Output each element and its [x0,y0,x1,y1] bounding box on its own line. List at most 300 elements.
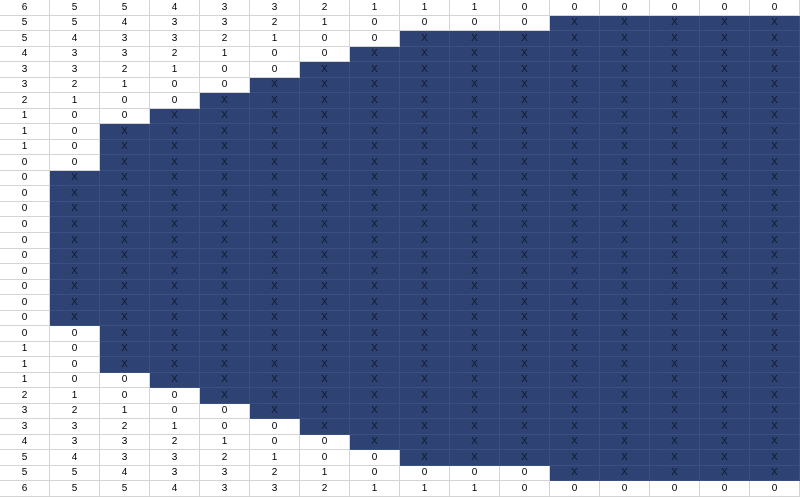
cell[interactable]: X [100,155,150,171]
cell[interactable]: X [650,78,700,93]
cell[interactable]: X [400,202,450,217]
cell[interactable]: X [200,124,250,140]
cell[interactable]: 4 [0,435,50,450]
cell[interactable]: X [500,357,550,373]
cell[interactable]: X [100,186,150,202]
cell[interactable]: X [600,155,650,171]
cell[interactable]: X [450,47,500,62]
cell[interactable]: 5 [0,16,50,31]
cell[interactable]: 3 [150,31,200,47]
cell[interactable]: X [550,202,600,217]
cell[interactable]: 2 [200,31,250,47]
cell[interactable]: 4 [0,47,50,62]
cell[interactable]: X [200,295,250,311]
cell[interactable]: X [150,295,200,311]
cell[interactable]: X [750,124,800,140]
cell[interactable]: X [250,295,300,311]
cell[interactable]: X [750,264,800,280]
cell[interactable]: 2 [300,0,350,16]
cell[interactable]: X [750,233,800,249]
cell[interactable]: X [700,62,750,78]
cell[interactable]: X [650,16,700,31]
cell[interactable]: X [400,419,450,435]
cell[interactable]: X [650,249,700,264]
cell[interactable]: X [250,388,300,404]
cell[interactable]: X [400,388,450,404]
cell[interactable]: 3 [50,62,100,78]
cell[interactable]: 0 [200,404,250,419]
cell[interactable]: X [750,171,800,186]
cell[interactable]: X [300,419,350,435]
cell[interactable]: X [300,404,350,419]
cell[interactable]: X [350,93,400,109]
cell[interactable]: 1 [250,450,300,466]
cell[interactable]: X [650,124,700,140]
cell[interactable]: 1 [100,78,150,93]
cell[interactable]: X [450,62,500,78]
cell[interactable]: X [450,171,500,186]
cell[interactable]: X [600,186,650,202]
cell[interactable]: X [150,357,200,373]
cell[interactable]: 2 [300,481,350,497]
cell[interactable]: X [750,93,800,109]
cell[interactable]: X [650,217,700,233]
cell[interactable]: 5 [50,0,100,16]
cell[interactable]: X [700,124,750,140]
cell[interactable]: X [450,233,500,249]
cell[interactable]: X [350,249,400,264]
cell[interactable]: X [200,326,250,342]
cell[interactable]: X [300,357,350,373]
cell[interactable]: X [350,233,400,249]
cell[interactable]: X [700,264,750,280]
cell[interactable]: X [600,264,650,280]
cell[interactable]: X [600,435,650,450]
cell[interactable]: X [200,155,250,171]
cell[interactable]: 1 [350,0,400,16]
cell[interactable]: X [650,357,700,373]
cell[interactable]: 0 [200,62,250,78]
cell[interactable]: 0 [400,16,450,31]
cell[interactable]: X [150,186,200,202]
cell[interactable]: X [550,419,600,435]
cell[interactable]: X [100,249,150,264]
cell[interactable]: X [150,155,200,171]
cell[interactable]: X [650,47,700,62]
cell[interactable]: 0 [50,373,100,388]
cell[interactable]: X [650,435,700,450]
cell[interactable]: X [100,311,150,326]
cell[interactable]: 0 [150,388,200,404]
cell[interactable]: X [450,311,500,326]
cell[interactable]: X [250,264,300,280]
cell[interactable]: X [750,47,800,62]
cell[interactable]: 1 [0,373,50,388]
cell[interactable]: X [650,155,700,171]
cell[interactable]: X [650,202,700,217]
cell[interactable]: X [600,78,650,93]
cell[interactable]: X [600,47,650,62]
cell[interactable]: X [500,295,550,311]
cell[interactable]: X [50,311,100,326]
cell[interactable]: X [250,202,300,217]
cell[interactable]: X [750,78,800,93]
cell[interactable]: X [650,264,700,280]
cell[interactable]: X [550,326,600,342]
cell[interactable]: X [650,233,700,249]
cell[interactable]: X [750,357,800,373]
cell[interactable]: X [150,249,200,264]
cell[interactable]: 1 [0,124,50,140]
cell[interactable]: X [100,264,150,280]
cell[interactable]: 2 [250,466,300,481]
cell[interactable]: X [350,171,400,186]
cell[interactable]: 3 [250,0,300,16]
cell[interactable]: 3 [0,419,50,435]
cell[interactable]: X [150,171,200,186]
cell[interactable]: X [100,342,150,357]
cell[interactable]: 4 [150,481,200,497]
cell[interactable]: X [200,264,250,280]
cell[interactable]: 3 [100,450,150,466]
cell[interactable]: X [600,280,650,295]
cell[interactable]: X [550,280,600,295]
cell[interactable]: X [600,217,650,233]
cell[interactable]: X [500,78,550,93]
cell[interactable]: X [250,155,300,171]
cell[interactable]: X [350,326,400,342]
cell[interactable]: X [600,357,650,373]
cell[interactable]: X [450,295,500,311]
cell[interactable]: X [300,249,350,264]
cell[interactable]: X [500,450,550,466]
cell[interactable]: 1 [50,93,100,109]
cell[interactable]: X [650,311,700,326]
cell[interactable]: X [400,295,450,311]
cell[interactable]: 2 [0,388,50,404]
cell[interactable]: X [700,388,750,404]
cell[interactable]: X [350,109,400,124]
cell[interactable]: X [700,373,750,388]
cell[interactable]: X [400,404,450,419]
cell[interactable]: X [450,450,500,466]
cell[interactable]: 3 [50,419,100,435]
cell[interactable]: X [750,404,800,419]
cell[interactable]: 5 [0,466,50,481]
cell[interactable]: X [300,62,350,78]
cell[interactable]: X [650,342,700,357]
cell[interactable]: X [300,388,350,404]
cell[interactable]: X [750,280,800,295]
cell[interactable]: X [400,264,450,280]
cell[interactable]: 5 [50,481,100,497]
cell[interactable]: X [400,155,450,171]
cell[interactable]: 0 [550,0,600,16]
cell[interactable]: 4 [50,31,100,47]
cell[interactable]: X [300,186,350,202]
cell[interactable]: X [450,326,500,342]
cell[interactable]: X [250,109,300,124]
cell[interactable]: 0 [0,311,50,326]
cell[interactable]: 1 [50,388,100,404]
cell[interactable]: X [150,342,200,357]
cell[interactable]: X [400,280,450,295]
cell[interactable]: X [600,62,650,78]
cell[interactable]: X [400,326,450,342]
cell[interactable]: 0 [50,357,100,373]
cell[interactable]: X [650,388,700,404]
cell[interactable]: X [300,264,350,280]
cell[interactable]: X [100,171,150,186]
cell[interactable]: 6 [0,0,50,16]
cell[interactable]: X [350,357,400,373]
cell[interactable]: X [550,124,600,140]
cell[interactable]: X [700,326,750,342]
cell[interactable]: X [300,140,350,155]
cell[interactable]: X [250,373,300,388]
cell[interactable]: X [600,140,650,155]
cell[interactable]: X [400,31,450,47]
cell[interactable]: 0 [400,466,450,481]
cell[interactable]: X [150,264,200,280]
cell[interactable]: 0 [450,466,500,481]
cell[interactable]: X [400,62,450,78]
cell[interactable]: 2 [0,93,50,109]
cell[interactable]: X [200,109,250,124]
cell[interactable]: X [250,171,300,186]
cell[interactable]: X [550,249,600,264]
cell[interactable]: X [750,249,800,264]
cell[interactable]: X [650,62,700,78]
cell[interactable]: X [750,388,800,404]
cell[interactable]: X [450,419,500,435]
cell[interactable]: X [300,295,350,311]
cell[interactable]: X [100,140,150,155]
cell[interactable]: 3 [100,47,150,62]
cell[interactable]: 1 [400,481,450,497]
cell[interactable]: 0 [350,450,400,466]
cell[interactable]: 5 [100,0,150,16]
cell[interactable]: X [500,342,550,357]
cell[interactable]: X [300,280,350,295]
cell[interactable]: 0 [200,78,250,93]
cell[interactable]: X [750,31,800,47]
cell[interactable]: X [250,186,300,202]
cell[interactable]: 0 [500,466,550,481]
cell[interactable]: X [100,280,150,295]
cell[interactable]: X [350,311,400,326]
cell[interactable]: 0 [0,326,50,342]
cell[interactable]: X [550,450,600,466]
cell[interactable]: X [650,280,700,295]
cell[interactable]: X [550,233,600,249]
cell[interactable]: X [500,388,550,404]
cell[interactable]: 0 [50,155,100,171]
cell[interactable]: X [450,186,500,202]
cell[interactable]: 3 [0,78,50,93]
cell[interactable]: X [600,93,650,109]
cell[interactable]: 0 [0,264,50,280]
cell[interactable]: X [750,62,800,78]
cell[interactable]: X [650,109,700,124]
cell[interactable]: X [250,311,300,326]
cell[interactable]: X [700,186,750,202]
cell[interactable]: X [500,62,550,78]
cell[interactable]: X [300,155,350,171]
cell[interactable]: 1 [250,31,300,47]
cell[interactable]: X [250,357,300,373]
cell[interactable]: 0 [150,93,200,109]
cell[interactable]: X [550,435,600,450]
cell[interactable]: X [550,78,600,93]
cell[interactable]: X [250,404,300,419]
cell[interactable]: X [700,31,750,47]
cell[interactable]: X [250,233,300,249]
cell[interactable]: X [350,342,400,357]
cell[interactable]: X [600,419,650,435]
cell[interactable]: X [750,311,800,326]
cell[interactable]: 3 [0,62,50,78]
cell[interactable]: X [500,171,550,186]
cell[interactable]: X [350,155,400,171]
cell[interactable]: 5 [0,31,50,47]
cell[interactable]: 3 [0,404,50,419]
cell[interactable]: X [600,249,650,264]
cell[interactable]: X [350,404,400,419]
cell[interactable]: X [500,404,550,419]
cell[interactable]: 0 [150,404,200,419]
cell[interactable]: X [700,109,750,124]
cell[interactable]: 0 [750,481,800,497]
cell[interactable]: 0 [50,326,100,342]
cell[interactable]: 0 [250,419,300,435]
cell[interactable]: X [650,171,700,186]
cell[interactable]: X [250,124,300,140]
cell[interactable]: 0 [450,16,500,31]
cell[interactable]: X [450,155,500,171]
cell[interactable]: X [550,342,600,357]
cell[interactable]: 0 [0,155,50,171]
cell[interactable]: X [750,217,800,233]
cell[interactable]: X [250,342,300,357]
cell[interactable]: 1 [400,0,450,16]
cell[interactable]: X [150,217,200,233]
cell[interactable]: X [700,342,750,357]
cell[interactable]: X [500,249,550,264]
cell[interactable]: X [650,326,700,342]
cell[interactable]: 1 [450,481,500,497]
cell[interactable]: 4 [150,0,200,16]
cell[interactable]: 3 [150,466,200,481]
cell[interactable]: 0 [250,435,300,450]
cell[interactable]: X [650,404,700,419]
cell[interactable]: X [450,388,500,404]
cell[interactable]: X [750,155,800,171]
cell[interactable]: X [550,31,600,47]
cell[interactable]: X [500,419,550,435]
cell[interactable]: 3 [100,435,150,450]
cell[interactable]: X [300,202,350,217]
cell[interactable]: 4 [100,16,150,31]
cell[interactable]: X [700,311,750,326]
cell[interactable]: 3 [200,16,250,31]
cell[interactable]: 3 [150,450,200,466]
cell[interactable]: X [550,466,600,481]
cell[interactable]: 2 [250,16,300,31]
cell[interactable]: 1 [350,481,400,497]
cell[interactable]: 0 [0,217,50,233]
cell[interactable]: 0 [600,0,650,16]
cell[interactable]: X [600,404,650,419]
cell[interactable]: X [350,280,400,295]
cell[interactable]: X [500,47,550,62]
cell[interactable]: X [400,217,450,233]
cell[interactable]: X [450,78,500,93]
cell[interactable]: X [550,186,600,202]
cell[interactable]: X [550,404,600,419]
cell[interactable]: X [450,280,500,295]
cell[interactable]: X [450,249,500,264]
cell[interactable]: X [200,373,250,388]
cell[interactable]: X [450,31,500,47]
cell[interactable]: X [200,233,250,249]
cell[interactable]: X [300,326,350,342]
cell[interactable]: 0 [100,93,150,109]
cell[interactable]: X [650,31,700,47]
cell[interactable]: 0 [500,16,550,31]
cell[interactable]: X [550,357,600,373]
cell[interactable]: X [300,93,350,109]
cell[interactable]: X [600,466,650,481]
cell[interactable]: X [600,16,650,31]
cell[interactable]: 0 [350,16,400,31]
cell[interactable]: X [400,342,450,357]
cell[interactable]: 0 [0,171,50,186]
cell[interactable]: X [700,140,750,155]
cell[interactable]: X [650,140,700,155]
cell[interactable]: 1 [450,0,500,16]
cell[interactable]: X [350,373,400,388]
cell[interactable]: 5 [100,481,150,497]
cell[interactable]: 5 [0,450,50,466]
cell[interactable]: X [200,93,250,109]
cell[interactable]: X [550,155,600,171]
cell[interactable]: X [50,249,100,264]
cell[interactable]: 0 [150,78,200,93]
cell[interactable]: 0 [100,109,150,124]
cell[interactable]: 3 [200,466,250,481]
cell[interactable]: X [50,233,100,249]
cell[interactable]: X [250,280,300,295]
cell[interactable]: 0 [50,342,100,357]
cell[interactable]: X [350,435,400,450]
cell[interactable]: 4 [100,466,150,481]
cell[interactable]: X [350,202,400,217]
cell[interactable]: X [450,404,500,419]
cell[interactable]: 0 [0,186,50,202]
cell[interactable]: 3 [150,16,200,31]
cell[interactable]: X [200,388,250,404]
cell[interactable]: X [450,93,500,109]
cell[interactable]: X [750,450,800,466]
cell[interactable]: X [150,140,200,155]
cell[interactable]: X [350,419,400,435]
cell[interactable]: X [300,171,350,186]
cell[interactable]: X [150,124,200,140]
cell[interactable]: X [550,264,600,280]
cell[interactable]: X [750,373,800,388]
cell[interactable]: 0 [300,31,350,47]
